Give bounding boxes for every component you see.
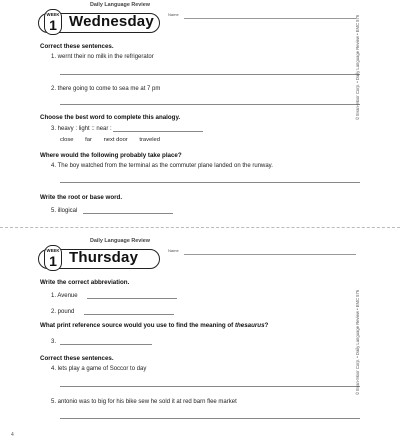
choice-far: far bbox=[85, 137, 92, 143]
answer-line[interactable] bbox=[60, 74, 360, 75]
name-field[interactable] bbox=[184, 18, 356, 19]
page-number: 4 bbox=[11, 432, 14, 438]
week-number: 1 bbox=[49, 253, 57, 269]
thursday-header bbox=[38, 238, 328, 269]
analogy-item bbox=[51, 126, 203, 132]
question-heading: Choose the best word to complete this analogy. bbox=[40, 114, 181, 121]
day-title: Thursday bbox=[69, 249, 139, 266]
analogy-text: 3. heavy : light :: near : bbox=[51, 126, 112, 132]
choice-next-door: next door bbox=[103, 137, 128, 143]
sentence-item: 5. antonio was to big for his bike sew he sold it at red barn flee market bbox=[51, 399, 237, 405]
answer-line[interactable] bbox=[60, 418, 360, 419]
question-heading: Correct these sentences. bbox=[40, 43, 114, 50]
series-title: Daily Language Review bbox=[90, 238, 150, 244]
week-badge bbox=[44, 9, 62, 35]
analogy-answer-line[interactable] bbox=[113, 126, 203, 132]
series-title: Daily Language Review bbox=[90, 2, 150, 8]
root-item bbox=[51, 208, 173, 214]
root-word-text: 5. illogical bbox=[51, 208, 78, 214]
copyright-sidebar: © Evan-Moor Corp. • Daily Language Review • EMC 576 bbox=[355, 14, 360, 120]
choice-close: close bbox=[60, 137, 74, 143]
sentence-item: 2. there going to come to sea me at 7 pm bbox=[51, 86, 161, 92]
question-heading: Correct these sentences. bbox=[40, 355, 114, 362]
reference-answer-line[interactable] bbox=[60, 339, 152, 345]
choice-traveled: traveled bbox=[139, 137, 160, 143]
reference-number: 3. bbox=[51, 339, 57, 345]
sentence-item: 4. The boy watched from the terminal as the commuter plane landed on the runway. bbox=[51, 163, 273, 169]
week-badge bbox=[44, 245, 62, 271]
question-heading: Where would the following probably take place? bbox=[40, 152, 182, 159]
reference-item bbox=[51, 339, 152, 345]
week-label: WEEK bbox=[46, 248, 60, 253]
answer-line[interactable] bbox=[60, 386, 360, 387]
abbreviation-item bbox=[51, 309, 174, 315]
abbreviation-answer-line[interactable] bbox=[84, 309, 174, 315]
question-heading bbox=[40, 322, 268, 329]
wednesday-header bbox=[38, 2, 328, 33]
abbreviation-text: 1. Avenue bbox=[51, 293, 78, 299]
copyright-sidebar: © Evan-Moor Corp. • Daily Language Review • EMC 576 bbox=[355, 289, 360, 395]
question-heading: Write the root or base word. bbox=[40, 194, 123, 201]
week-number: 1 bbox=[49, 17, 57, 33]
name-label: Name bbox=[168, 12, 179, 17]
name-field[interactable] bbox=[184, 254, 356, 255]
question-mark: ? bbox=[264, 322, 269, 329]
question-heading: Write the correct abbreviation. bbox=[40, 279, 130, 286]
cut-line bbox=[0, 227, 400, 228]
day-title: Wednesday bbox=[69, 13, 154, 30]
abbreviation-answer-line[interactable] bbox=[87, 293, 177, 299]
answer-line[interactable] bbox=[60, 104, 360, 105]
abbreviation-item bbox=[51, 293, 177, 299]
question-text: What print reference source would you use to find the meaning of bbox=[40, 322, 235, 329]
sentence-item: 4. lets play a game of Soccor to day bbox=[51, 366, 147, 372]
sentence-item: 1. wernt their no milk in the refrigerator bbox=[51, 54, 154, 60]
name-label: Name bbox=[168, 248, 179, 253]
root-answer-line[interactable] bbox=[83, 208, 173, 214]
week-label: WEEK bbox=[46, 12, 60, 17]
question-emphasis: thesaurus bbox=[234, 322, 265, 329]
word-choices bbox=[60, 137, 170, 143]
abbreviation-text: 2. pound bbox=[51, 309, 75, 315]
answer-line[interactable] bbox=[60, 182, 360, 183]
